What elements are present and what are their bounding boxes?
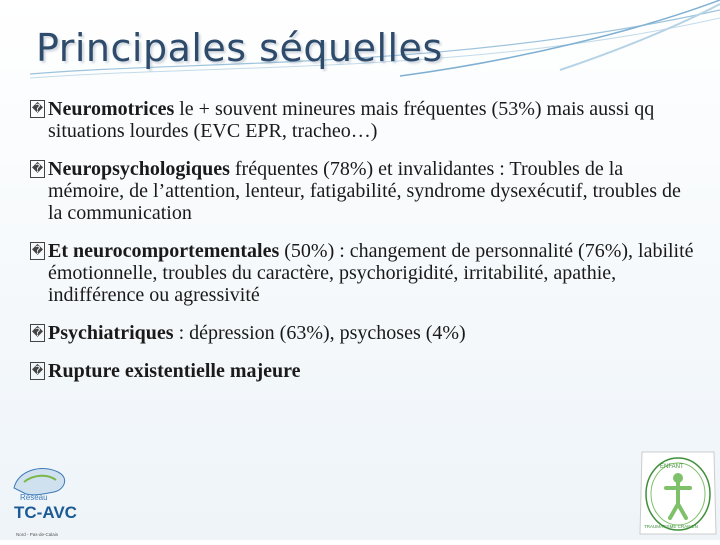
bullet-item xyxy=(30,158,700,224)
bullet-heading: Neuromotrices xyxy=(48,98,175,120)
missing-glyph-icon: � xyxy=(30,242,45,260)
bullet-list xyxy=(30,98,700,398)
reseau-tc-avc-logo xyxy=(4,464,94,540)
bullet-text: : dépression (63%), psychoses (4%) xyxy=(173,322,466,344)
svg-text:Réseau: Réseau xyxy=(20,493,48,502)
bullet-heading: Et neurocomportementales xyxy=(48,240,280,262)
bullet-text: (50%) : changement de personnalité (76%), labilité émotionnelle, troubles du caractère, psychorigidité, irritabilité, apathie, indifférence ou agressivité xyxy=(48,240,694,306)
title-band xyxy=(0,0,720,90)
bullet-heading: Rupture existentielle majeure xyxy=(48,360,301,382)
bullet-text: le + souvent mineures mais fréquentes (53%) mais aussi qq situations lourdes (EVC EPR, tracheo…) xyxy=(48,98,655,142)
bullet-item xyxy=(30,322,700,344)
missing-glyph-icon: � xyxy=(30,100,45,118)
missing-glyph-icon: � xyxy=(30,362,45,380)
slide-title: Principales séquelles xyxy=(36,26,443,70)
bullet-heading: Psychiatriques xyxy=(48,322,174,344)
enfant-traumatisme-cranien-logo xyxy=(636,444,720,540)
bullet-heading: Neuropsychologiques xyxy=(48,158,230,180)
bullet-item xyxy=(30,98,700,142)
svg-text:TC-AVC: TC-AVC xyxy=(14,503,77,522)
bullet-item xyxy=(30,360,700,382)
svg-text:TRAUMATISME CRANIEN: TRAUMATISME CRANIEN xyxy=(644,524,698,529)
bullet-item xyxy=(30,240,700,306)
svg-text:ENFANT: ENFANT xyxy=(660,464,684,470)
svg-text:Nord - Pas-de-Calais: Nord - Pas-de-Calais xyxy=(16,532,59,537)
missing-glyph-icon: � xyxy=(30,324,45,342)
bullet-text: fréquentes (78%) et invalidantes : Troubles de la mémoire, de l’attention, lenteur, fatigabilité, syndrome dysexécutif, troubles de la communication xyxy=(48,158,681,224)
missing-glyph-icon: � xyxy=(30,160,45,178)
